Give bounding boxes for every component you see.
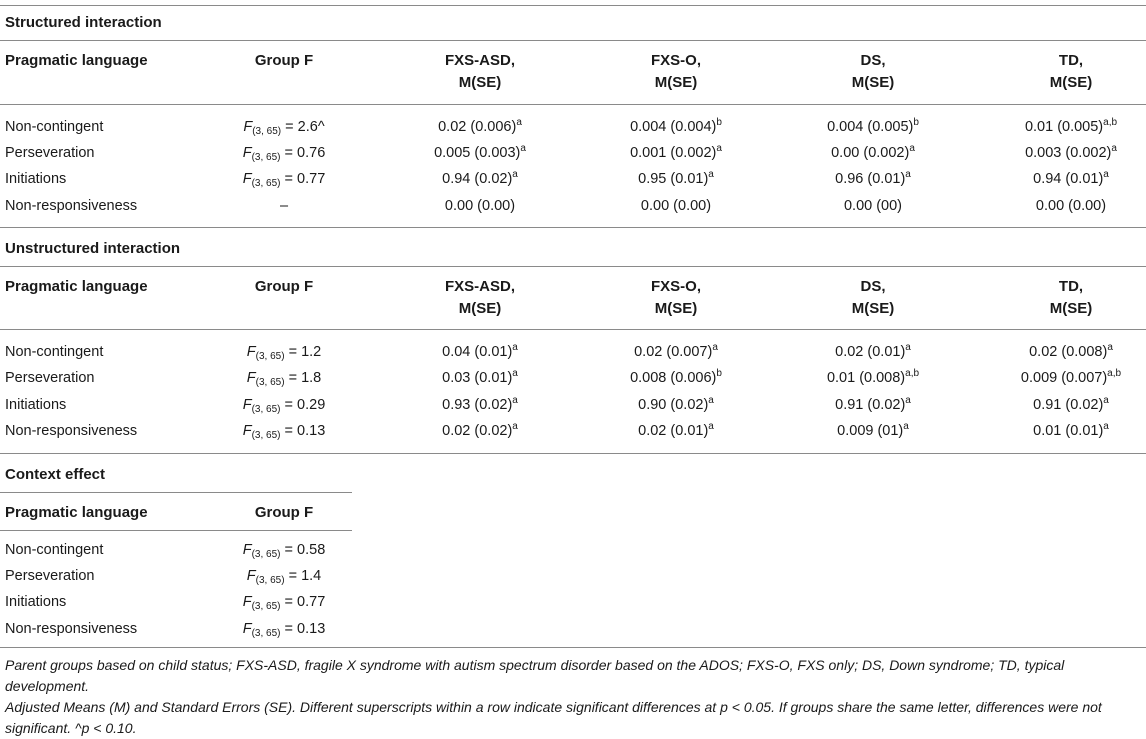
cell-fxs-asd: 0.93 $(0.02)^a$ xyxy=(442,395,518,413)
row-label: Initiations xyxy=(5,594,67,610)
cell-ds: 0.00 (00) xyxy=(843,198,903,214)
cell-fxs-asd: 0.005 $(0.003)^a$ xyxy=(434,143,526,161)
group-f-value: $F_{(3, 65)}$ = 2.6^ xyxy=(243,119,325,137)
cell-fxs-asd: 0.02 $(0.006)^a$ xyxy=(438,117,522,135)
group-f-value: $F_{(3, 65)} = 0.58$ xyxy=(242,542,326,560)
header-pragmatic: Pragmatic language xyxy=(5,52,148,69)
header-group-f: Group F xyxy=(254,52,314,69)
cell-ds: 0.91 $(0.02)^a$ xyxy=(835,395,911,413)
header-ds: DS, M(SE) xyxy=(851,52,895,91)
row-label: Non-contingent xyxy=(5,542,104,558)
rule xyxy=(0,453,1146,454)
cell-td: 0.91 $(0.02)^a$ xyxy=(1033,395,1109,413)
cell-fxs-asd: 0.04 $(0.01)^a$ xyxy=(442,342,518,360)
group-f-value: $F_{(3, 65)} = 1.4$ xyxy=(246,568,322,586)
cell-fxs-asd: 0.02 $(0.02)^a$ xyxy=(442,421,518,439)
row-label: Initiations xyxy=(5,397,67,413)
row-label: Non-responsiveness xyxy=(5,198,138,214)
rule xyxy=(0,40,1146,41)
header-fxs-asd: FXS-ASD, M(SE) xyxy=(444,52,516,91)
top-rule xyxy=(0,5,1146,6)
cell-fxs-o: 0.95 $(0.01)^a$ xyxy=(638,169,714,187)
group-f-value: $F_{(3, 65)} = 0.77$ xyxy=(242,171,326,189)
group-f-value: $F_{(3, 65)} = 0.77$ xyxy=(242,594,326,612)
cell-td: 0.01 $(0.01)^a$ xyxy=(1033,421,1109,439)
cell-fxs-asd: 0.94 $(0.02)^a$ xyxy=(442,169,518,187)
header-fxs-o: FXS-O, M(SE) xyxy=(650,278,702,317)
group-f-value: $F_{(3, 65)} = 0.13$ xyxy=(242,621,326,639)
header-pragmatic: Pragmatic language xyxy=(5,504,148,521)
row-label: Non-responsiveness xyxy=(5,423,138,439)
section-title-unstructured: Unstructured interaction xyxy=(5,240,181,257)
cell-td: 0.003 $(0.002)^a$ xyxy=(1025,143,1117,161)
cell-td: 0.02 $(0.008)^a$ xyxy=(1029,342,1113,360)
header-td: TD, M(SE) xyxy=(1049,278,1093,317)
cell-fxs-o: 0.02 $(0.007)^a$ xyxy=(634,342,718,360)
cell-fxs-asd: 0.00 (0.00) xyxy=(444,198,516,214)
row-label: Non-responsiveness xyxy=(5,621,138,637)
section-title-structured: Structured interaction xyxy=(5,14,162,31)
group-f-value: $F_{(3, 65)} = 0.13$ xyxy=(242,423,326,441)
section-title-context: Context effect xyxy=(5,466,106,483)
cell-fxs-asd: 0.03 $(0.01)^a$ xyxy=(442,368,518,386)
row-label: Initiations xyxy=(5,171,67,187)
cell-fxs-o: 0.008 $(0.006)^b$ xyxy=(630,368,722,386)
cell-td: 0.01 $(0.005)^{a,b}$ xyxy=(1024,117,1118,135)
group-f-value: $F_{(3, 65)} = 1.2$ xyxy=(246,344,322,362)
cell-fxs-o: 0.001 $(0.002)^a$ xyxy=(630,143,722,161)
rule xyxy=(0,329,1146,330)
bottom-rule xyxy=(0,647,1146,648)
cell-fxs-o: 0.02 $(0.01)^a$ xyxy=(638,421,714,439)
cell-ds: 0.00 $(0.002)^a$ xyxy=(831,143,915,161)
header-ds: DS, M(SE) xyxy=(851,278,895,317)
rule xyxy=(0,104,1146,105)
rule xyxy=(0,227,1146,228)
group-f-value: $F_{(3, 65)} = 0.76$ xyxy=(242,145,326,163)
header-fxs-o: FXS-O, M(SE) xyxy=(650,52,702,91)
row-label: Non-contingent xyxy=(5,119,104,135)
cell-ds: 0.02 $(0.01)^a$ xyxy=(835,342,911,360)
cell-ds: 0.01 $(0.008)^{a,b}$ xyxy=(826,368,920,386)
header-td: TD, M(SE) xyxy=(1049,52,1093,91)
group-f-value: $F_{(3, 65)} = 0.29$ xyxy=(242,397,326,415)
cell-fxs-o: 0.004 $(0.004)^b$ xyxy=(630,117,722,135)
row-label: Perseveration xyxy=(5,370,95,386)
cell-fxs-o: 0.90 $(0.02)^a$ xyxy=(638,395,714,413)
cell-td: 0.94 $(0.01)^a$ xyxy=(1033,169,1109,187)
cell-ds: 0.009 $(01)^a$ xyxy=(837,421,909,439)
cell-td: 0.009 $(0.007)^{a,b}$ xyxy=(1020,368,1122,386)
rule xyxy=(0,266,1146,267)
table-footnote: Parent groups based on child status; FXS-ASD, fragile X syndrome with autism spectrum disorder based on the ADOS; FXS-O, FXS only; DS, Down syndrome; TD, typical development. Adjusted Means (M) and Standard Errors (SE). Different superscripts within a row indicate significant differences at p < 0.05. If groups share the same letter, differences were not significant. ^p < 0.10. xyxy=(5,657,1102,736)
header-pragmatic: Pragmatic language xyxy=(5,278,148,295)
header-group-f: Group F xyxy=(254,504,314,521)
cell-fxs-o: 0.00 (0.00) xyxy=(640,198,712,214)
rule xyxy=(0,492,352,493)
group-f-value: $F_{(3, 65)} = 1.8$ xyxy=(246,370,322,388)
header-group-f: Group F xyxy=(254,278,314,295)
group-f-value: – xyxy=(279,198,289,214)
rule xyxy=(0,530,352,531)
row-label: Perseveration xyxy=(5,568,95,584)
cell-ds: 0.96 $(0.01)^a$ xyxy=(835,169,911,187)
header-fxs-asd: FXS-ASD, M(SE) xyxy=(444,278,516,317)
cell-ds: 0.004 $(0.005)^b$ xyxy=(827,117,919,135)
row-label: Perseveration xyxy=(5,145,95,161)
cell-td: 0.00 (0.00) xyxy=(1035,198,1107,214)
row-label: Non-contingent xyxy=(5,344,104,360)
